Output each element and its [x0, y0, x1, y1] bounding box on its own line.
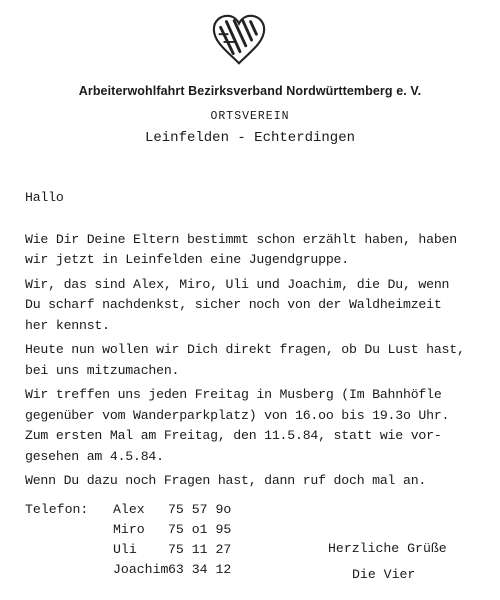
paragraph: [25, 275, 490, 337]
ortsverein-label: ORTSVEREIN: [210, 110, 290, 123]
paragraph-line: Wir, das sind Alex, Miro, Uli und Joachim, die Du, wenn: [25, 276, 450, 292]
paragraph-line: Zum ersten Mal am Freitag, den 11.5.84, statt wie vor-: [25, 428, 442, 443]
contact-name: Miro: [113, 522, 145, 537]
organization-name: Arbeiterwohlfahrt Bezirksverband Nordwürttemberg e. V.: [78, 84, 422, 98]
contact-name: Joachim: [113, 562, 169, 577]
paragraph-line: Heute nun wollen wir Dich direkt fragen, ob Du Lust hast,: [25, 342, 465, 357]
city-name: Leinfelden - Echterdingen: [144, 130, 356, 146]
paragraph: [25, 385, 490, 467]
paragraph: [25, 471, 490, 492]
letter-body: [25, 188, 490, 492]
awo-heart-logo-icon: [210, 12, 268, 68]
greeting: Hallo: [25, 190, 64, 205]
paragraph: [25, 230, 490, 271]
telefon-label: Telefon:: [25, 502, 89, 517]
contact-number: 75 57 9o: [168, 502, 232, 517]
paragraph-line: bei uns mitzumachen.: [25, 362, 180, 378]
paragraph-line: Wenn Du dazu noch Fragen hast, dann ruf doch mal an.: [25, 473, 427, 488]
paragraph-line: wir jetzt in Leinfelden eine Jugendgruppe.: [25, 252, 349, 267]
contact-name: Uli: [113, 542, 137, 557]
paragraph-line: Wir treffen uns jeden Freitag in Musberg (Im Bahnhöfle: [25, 387, 442, 402]
paragraph-line: her kennst.: [25, 317, 110, 333]
contact-number: 75 o1 95: [168, 522, 232, 537]
paragraph-line: Du scharf nachdenkst, sicher noch von der Waldheimzeit: [25, 297, 442, 312]
contact-number: 63 34 12: [168, 562, 232, 577]
closing-greeting: Herzliche Grüße: [328, 541, 447, 556]
paragraph-line: gegenüber vom Wanderparkplatz) von 16.oo bis 19.3o Uhr.: [25, 407, 450, 423]
contact-name: Alex: [113, 502, 145, 517]
paragraph-line: Wie Dir Deine Eltern bestimmt schon erzählt haben, haben: [25, 231, 457, 247]
contact-number: 75 11 27: [168, 542, 232, 557]
paragraph: [25, 340, 490, 381]
paragraph-line: gesehen am 4.5.84.: [25, 448, 164, 464]
signature: Die Vier: [352, 567, 416, 582]
